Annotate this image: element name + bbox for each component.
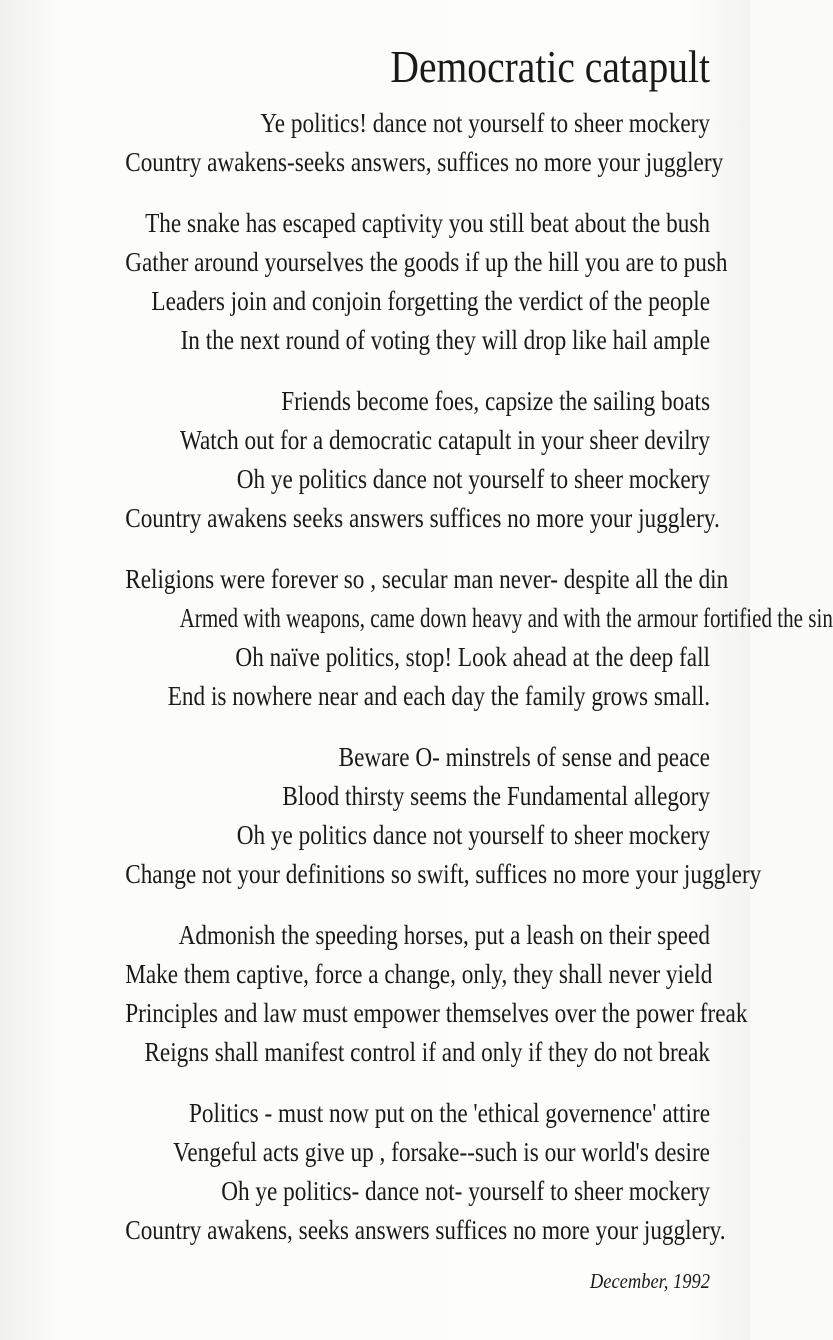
stanza-6 <box>30 916 748 1072</box>
poem-line: Make them captive, force a change, only, they shall never yield <box>125 959 713 989</box>
stanza-1 <box>30 104 724 182</box>
poem-title: Democratic catapult <box>390 41 710 92</box>
poem-line: Friends become foes, capsize the sailing boats <box>281 386 710 416</box>
stanza-3 <box>30 382 720 538</box>
poem-line: In the next round of voting they will drop like hail ample <box>180 325 711 355</box>
poem-line: Change not your definitions so swift, suffices no more your jugglery <box>125 859 762 889</box>
poem-line: End is nowhere near and each day the family grows small. <box>167 681 710 711</box>
stanza-4 <box>30 560 833 716</box>
poem-line: Oh ye politics dance not yourself to sheer mockery <box>236 820 710 850</box>
poem-line: Watch out for a democratic catapult in your sheer devilry <box>179 425 710 455</box>
poem-date: December, 1992 <box>589 1269 710 1293</box>
poem-line: Country awakens-seeks answers, suffices no more your jugglery <box>125 147 724 177</box>
poem-line: Gather around yourselves the goods if up the hill you are to push <box>125 247 728 277</box>
poem-line: Beware O- minstrels of sense and peace <box>338 742 710 772</box>
poem-line: Reigns shall manifest control if and only if they do not break <box>144 1037 710 1067</box>
poem-line: Oh ye politics dance not yourself to sheer mockery <box>236 464 710 494</box>
poem-line: Leaders join and conjoin forgetting the verdict of the people <box>151 286 710 316</box>
poem-line: Politics - must now put on the 'ethical governence' attire <box>188 1098 711 1128</box>
poem-line: Country awakens, seeks answers suffices no more your jugglery. <box>125 1215 726 1245</box>
poem-line: Country awakens seeks answers suffices no more your jugglery. <box>125 503 720 533</box>
poem-line: Religions were forever so , secular man never- despite all the din <box>125 564 729 594</box>
poem-line: Blood thirsty seems the Fundamental allegory <box>282 781 710 811</box>
poem-line: Admonish the speeding horses, put a leash on their speed <box>178 920 710 950</box>
stanza-5 <box>30 738 762 894</box>
poem-line: Oh ye politics- dance not- yourself to sheer mockery <box>221 1176 710 1206</box>
poem-line: The snake has escaped captivity you still beat about the bush <box>145 208 711 238</box>
stanza-7 <box>30 1094 726 1250</box>
stanza-2 <box>30 204 728 360</box>
poem-line: Armed with weapons, came down heavy and with the armour fortified the sin <box>179 603 833 633</box>
poem-line: Principles and law must empower themselves over the power freak <box>125 998 748 1028</box>
poem-line: Ye politics! dance not yourself to sheer mockery <box>260 108 710 138</box>
poem-line: Oh naïve politics, stop! Look ahead at the deep fall <box>235 642 710 672</box>
poem-body <box>30 104 833 1250</box>
poem-line: Vengeful acts give up , forsake--such is our world's desire <box>173 1137 711 1167</box>
